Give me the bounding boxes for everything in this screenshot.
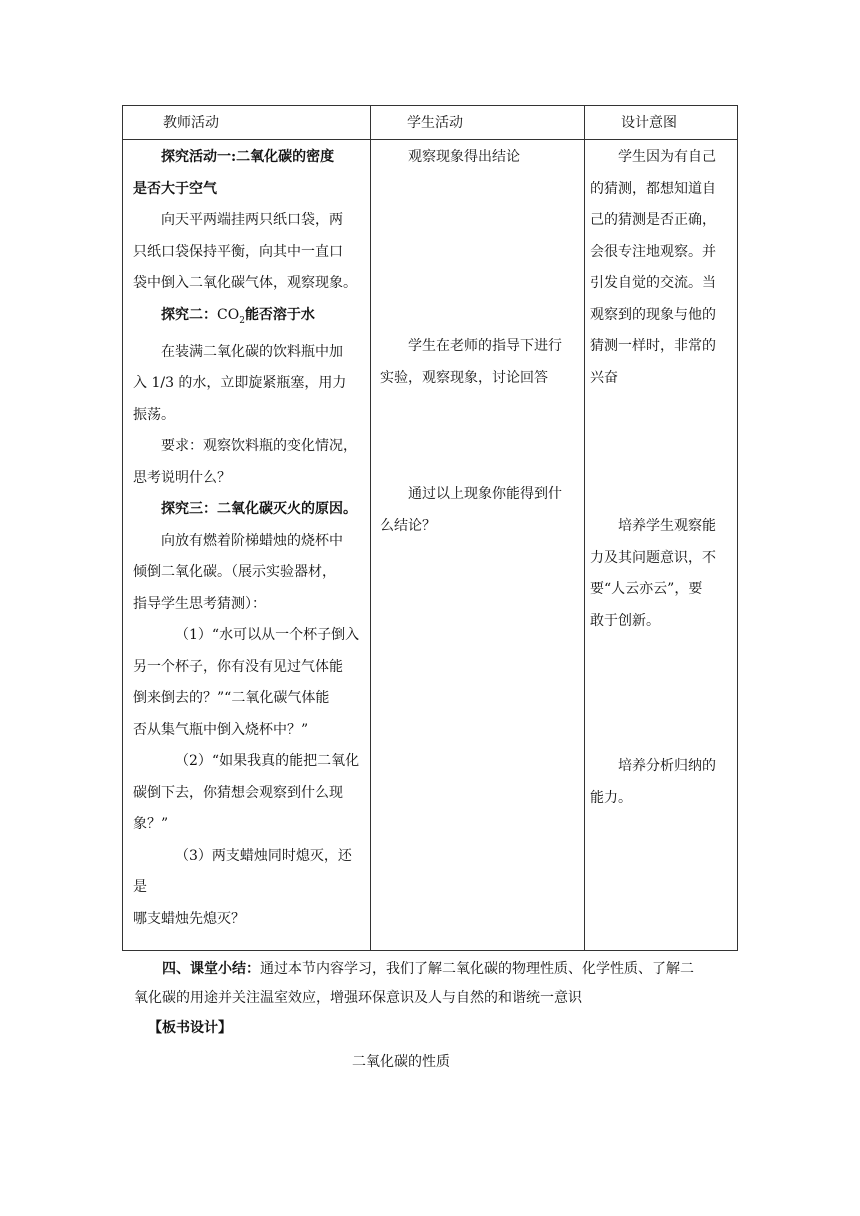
text-line: 的猜测，都想知道自 xyxy=(590,180,716,197)
lesson-table xyxy=(122,105,738,951)
text-line: 力及其问题意识，不 xyxy=(590,549,716,566)
text-line: 在装满二氧化碳的饮料瓶中加 xyxy=(161,343,343,360)
text-line: 培养分析归纳的 xyxy=(618,758,716,774)
text-line: 己的猜测是否正确， xyxy=(590,212,716,228)
text-line: 探究活动一:二氧化碳的密度 xyxy=(161,149,335,165)
header-design-intent: 设计意图 xyxy=(621,115,677,131)
student-activity-cell xyxy=(380,142,580,174)
student-activity-cell xyxy=(380,331,580,394)
text-line: 探究三：二氧化碳灭火的原因。 xyxy=(161,501,357,518)
text-line: 通过以上现象你能得到什 xyxy=(408,486,562,502)
summary-line: 氧化碳的用途并关注温室效应，增强环保意识及人与自然的和谐统一意识 xyxy=(134,990,582,1006)
column-divider xyxy=(370,106,371,950)
text-line: 会很专注地观察。并 xyxy=(590,243,716,260)
header-student-activity: 学生活动 xyxy=(407,115,463,131)
text-line: 指导学生思考猜测）： xyxy=(133,595,266,612)
text-line: 哪支蜡烛先熄灭？ xyxy=(133,910,245,927)
text-line: 么结论？ xyxy=(380,517,436,534)
text-line: 观察现象得出结论 xyxy=(408,149,520,165)
text-line: 袋中倒入二氧化碳气体，观察现象。 xyxy=(133,275,357,291)
student-activity-cell xyxy=(380,479,580,542)
text-line: 向天平两端挂两只纸口袋，两 xyxy=(161,212,343,228)
text-line xyxy=(133,300,365,337)
summary-line: 四、课堂小结：通过本节内容学习，我们了解二氧化碳的物理性质、化学性质、了解二 xyxy=(162,961,694,977)
text-line: 只纸口袋保持平衡，向其中一直口 xyxy=(133,243,343,260)
text-line: 否从集气瓶中倒入烧杯中？” xyxy=(133,721,309,738)
design-intent-cell xyxy=(590,511,736,637)
text-line: 象？” xyxy=(133,816,169,833)
design-intent-cell xyxy=(590,751,736,814)
text-line: 观察到的现象与他的 xyxy=(590,306,716,323)
design-intent-cell xyxy=(590,142,736,394)
text-fragment: 能否溶于水 xyxy=(244,306,315,323)
text-line: 敢于创新。 xyxy=(590,612,660,629)
text-line: 学生因为有自己 xyxy=(618,149,716,165)
header-divider xyxy=(123,139,737,140)
text-line: 能力。 xyxy=(590,789,632,806)
board-title: 二氧化碳的性质 xyxy=(352,1054,450,1070)
text-fragment: 探究二： xyxy=(161,306,217,323)
text-line: （2）“如果我真的能把二氧化 xyxy=(175,753,360,770)
text-line: 猜测一样时，非常的 xyxy=(590,338,716,354)
text-line: 思考说明什么？ xyxy=(133,469,231,486)
text-line: 学生在老师的指导下进行 xyxy=(408,338,562,354)
text-line: 引发自觉的交流。当 xyxy=(590,275,716,291)
text-line: 向放有燃着阶梯蜡烛的烧杯中 xyxy=(161,532,343,549)
text-line: 兴奋 xyxy=(590,369,618,386)
text-line: （3）两支蜡烛同时熄灭，还是 xyxy=(133,847,352,896)
co2-formula: $CO_2$ xyxy=(217,306,245,326)
lesson-summary xyxy=(134,955,738,1013)
header-teacher-activity: 教师活动 xyxy=(163,115,219,131)
text-line: 是否大于空气 xyxy=(133,180,217,197)
text-line: 倒来倒去的？”“二氧化碳气体能 xyxy=(133,690,330,707)
text-line: 要求：观察饮料瓶的变化情况， xyxy=(161,438,357,455)
column-divider xyxy=(584,106,585,950)
teacher-activity-cell xyxy=(133,142,365,935)
text-line: 培养学生观察能 xyxy=(618,518,716,534)
text-line: 实验，观察现象，讨论回答 xyxy=(380,369,548,386)
board-design-label: 【板书设计】 xyxy=(148,1020,232,1036)
text-line: 另一个杯子，你有没有见过气体能 xyxy=(133,658,343,675)
text-line: 碳倒下去，你猜想会观察到什么现 xyxy=(133,784,343,801)
text-line: 入 1/3 的水，立即旋紧瓶塞，用力 xyxy=(133,375,347,392)
text-line: 倾倒二氧化碳。（展示实验器材， xyxy=(133,564,336,581)
text-line: （1）“水可以从一个杯子倒入 xyxy=(175,627,360,644)
summary-label: 四、课堂小结： xyxy=(162,961,260,977)
text-line: 振荡。 xyxy=(133,406,175,423)
text-line: 要“人云亦云”，要 xyxy=(590,581,703,597)
